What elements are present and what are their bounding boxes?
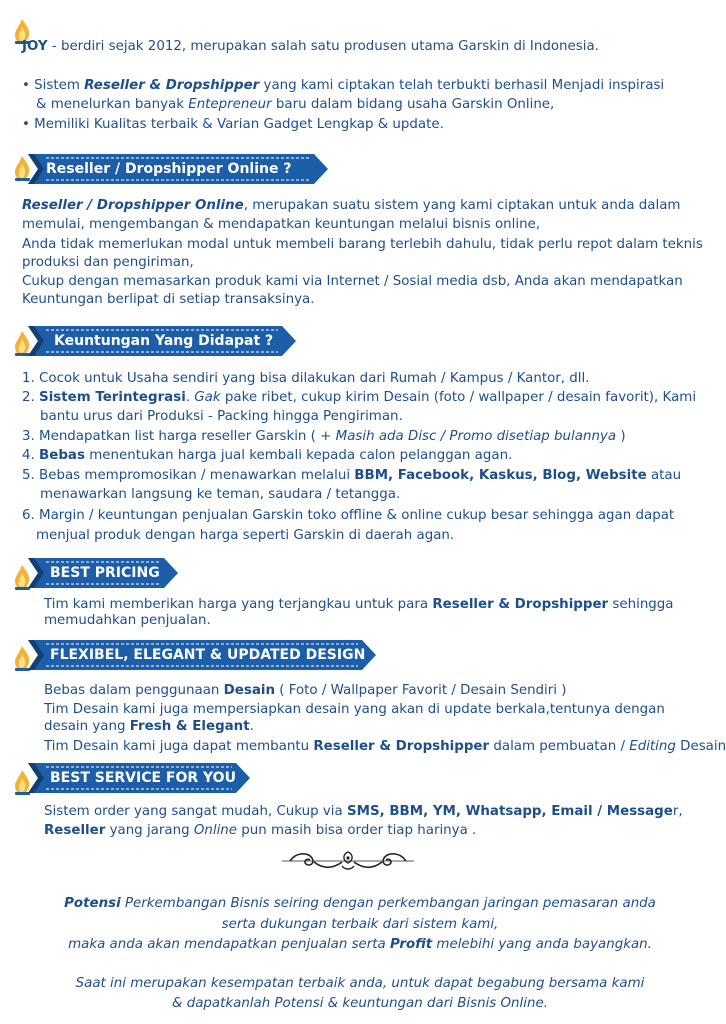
flourish-divider-icon xyxy=(282,848,414,874)
closing-line-5: & dapatkanlah Potensi & keuntungan dari Bisnis Online. xyxy=(172,996,548,1011)
intro-bullet-1-cont: & menelurkan banyak Entepreneur baru dalam bidang usaha Garskin Online, xyxy=(36,97,555,112)
section-title: FLEXIBEL, ELEGANT & UPDATED DESIGN xyxy=(50,647,366,663)
pricing-line-1: Tim kami memberikan harga yang terjangkau untuk para Reseller & Dropshipper sehingga xyxy=(44,597,674,612)
benefit-item-2: 2. Sistem Terintegrasi. Gak pake ribet, cukup kirim Desain (foto / wallpaper / desain favorit), Kami xyxy=(22,390,697,405)
section-banner xyxy=(28,558,178,588)
intro-bullet-2: • Memiliki Kualitas terbaik & Varian Gadget Lengkap & update. xyxy=(22,117,444,132)
brand-name: JOY xyxy=(22,39,48,54)
section-banner xyxy=(28,154,328,184)
section1-line-1: Reseller / Dropshipper Online, merupakan suatu sistem yang kami ciptakan untuk anda dalam xyxy=(22,198,681,213)
benefit-item-1: 1. Cocok untuk Usaha sendiri yang bisa dilakukan dari Rumah / Kampus / Kantor, dll. xyxy=(22,371,590,386)
section1-line-5: Cukup dengan memasarkan produk kami via Internet / Sosial media dsb, Anda akan mendapatkan xyxy=(22,274,683,289)
section1-line-3: Anda tidak memerlukan modal untuk membeli barang terlebih dahulu, tidak perlu repot dalam teknis xyxy=(22,237,703,252)
section1-line-2: memulai, mengembangan & mendapatkan keuntungan melalui bisnis online, xyxy=(22,217,541,232)
closing-line-4: Saat ini merupakan kesempatan terbaik anda, untuk dapat begabung bersama kami xyxy=(75,976,645,991)
benefit-item-2-cont: bantu urus dari Produksi - Packing hingga Pengiriman. xyxy=(40,409,403,424)
benefit-item-6: 6. Margin / keuntungan penjualan Garskin toko offline & online cukup besar sehingga agan dapat xyxy=(22,508,675,523)
section-banner xyxy=(28,640,376,670)
section-title: BEST SERVICE FOR YOU xyxy=(50,770,236,786)
section-title: Reseller / Dropshipper Online ? xyxy=(46,161,292,177)
pricing-line-2: memudahkan penjualan. xyxy=(44,613,211,628)
design-line-3: desain yang Fresh & Elegant. xyxy=(44,719,254,734)
service-line-2: Reseller yang jarang Online pun masih bisa order tiap harinya . xyxy=(44,823,477,838)
design-line-1: Bebas dalam penggunaan Desain ( Foto / Wallpaper Favorit / Desain Sendiri ) xyxy=(44,683,567,698)
section-banner xyxy=(28,326,296,356)
section1-line-4: produksi dan pengiriman, xyxy=(22,255,194,270)
section-title: BEST PRICING xyxy=(50,565,160,581)
closing-line-1: Potensi Perkembangan Bisnis seiring dengan perkembangan jaringan pemasaran anda xyxy=(64,896,656,911)
benefit-item-3: 3. Mendapatkan list harga reseller Garskin ( + Masih ada Disc / Promo disetiap bulannya ) xyxy=(22,429,626,444)
benefit-item-4: 4. Bebas menentukan harga jual kembali kepada calon pelanggan agan. xyxy=(22,448,513,463)
service-line-1: Sistem order yang sangat mudah, Cukup via SMS, BBM, YM, Whatsapp, Email / Messager, xyxy=(44,804,683,819)
closing-line-2: serta dukungan terbaik dari sistem kami, xyxy=(221,917,499,932)
design-line-4: Tim Desain kami juga dapat membantu Reseller & Dropshipper dalam pembuatan / Editing Desain xyxy=(44,739,726,754)
intro-line: JOY - berdiri sejak 2012, merupakan salah satu produsen utama Garskin di Indonesia. xyxy=(22,39,599,54)
closing-line-3: maka anda akan mendapatkan penjualan serta Profit melebihi yang anda bayangkan. xyxy=(68,937,652,952)
benefit-item-6-cont: menjual produk dengan harga seperti Garskin di daerah agan. xyxy=(36,528,455,543)
intro-bullet-1: • Sistem Reseller & Dropshipper yang kami ciptakan telah terbukti berhasil Menjadi inspirasi xyxy=(22,78,665,93)
design-line-2: Tim Desain kami juga mempersiapkan desain yang akan di update berkala,tentunya dengan xyxy=(44,702,665,717)
benefit-item-5: 5. Bebas mempromosikan / menawarkan melalui BBM, Facebook, Kaskus, Blog, Website atau xyxy=(22,468,682,483)
section1-line-6: Keuntungan berlipat di setiap transaksinya. xyxy=(22,292,315,307)
benefit-item-5-cont: menawarkan langsung ke teman, saudara / tetangga. xyxy=(40,487,401,502)
section-banner xyxy=(28,763,250,793)
section-title: Keuntungan Yang Didapat ? xyxy=(54,333,274,349)
